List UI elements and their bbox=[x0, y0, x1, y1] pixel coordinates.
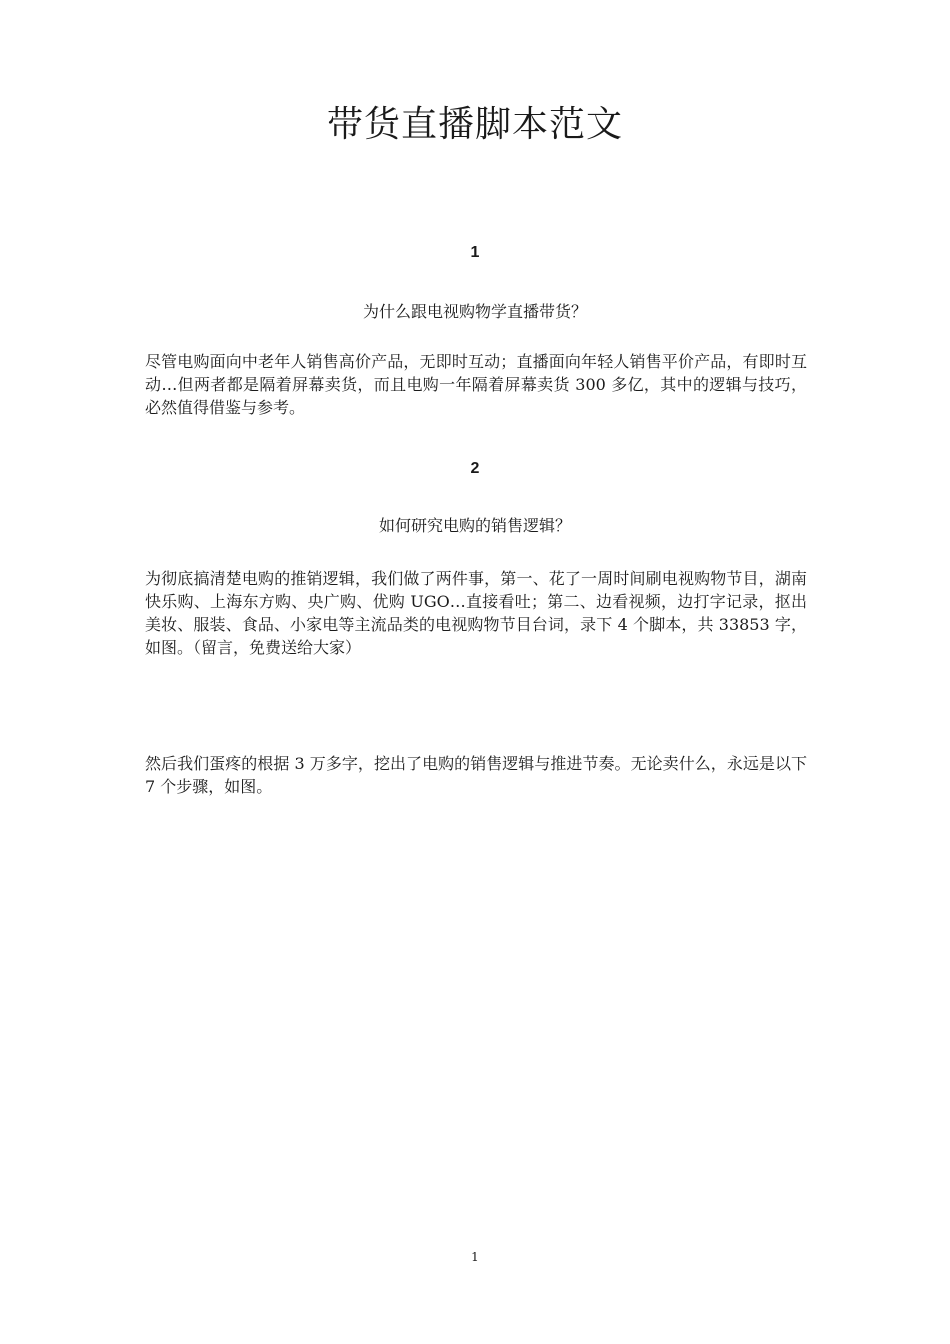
section-paragraph-1: 尽管电购面向中老年人销售高价产品，无即时互动；直播面向年轻人销售平价产品，有即时互动…但两者都是隔着屏幕卖货，而且电购一年隔着屏幕卖货 300 多亿，其中的逻辑与技巧，必然值得借鉴与参考。 bbox=[145, 352, 807, 417]
section-paragraph-2: 为彻底搞清楚电购的推销逻辑，我们做了两件事，第一、花了一周时间刷电视购物节目，湖南快乐购、上海东方购、央广购、优购 UGO…直接看吐；第二、边看视频，边打字记录，抠出美妆、服装、食品、小家电等主流品类的电视购物节目台词，录下 4 个脚本，共 33853 字，如图。（留言，免费送给大家） bbox=[145, 569, 807, 657]
section-heading-2: 如何研究电购的销售逻辑？ bbox=[378, 516, 571, 535]
section-number-1: 1 bbox=[470, 244, 480, 261]
closing-paragraph: 然后我们蛋疼的根据 3 万多字，挖出了电购的销售逻辑与推进节奏。无论卖什么，永远是以下 7 个步骤，如图。 bbox=[145, 754, 807, 796]
page-number: 1 bbox=[471, 1250, 479, 1264]
document-title: 带货直播脚本范文 bbox=[326, 104, 623, 145]
section-number-2: 2 bbox=[470, 460, 480, 477]
section-heading-1: 为什么跟电视购物学直播带货？ bbox=[362, 302, 587, 321]
